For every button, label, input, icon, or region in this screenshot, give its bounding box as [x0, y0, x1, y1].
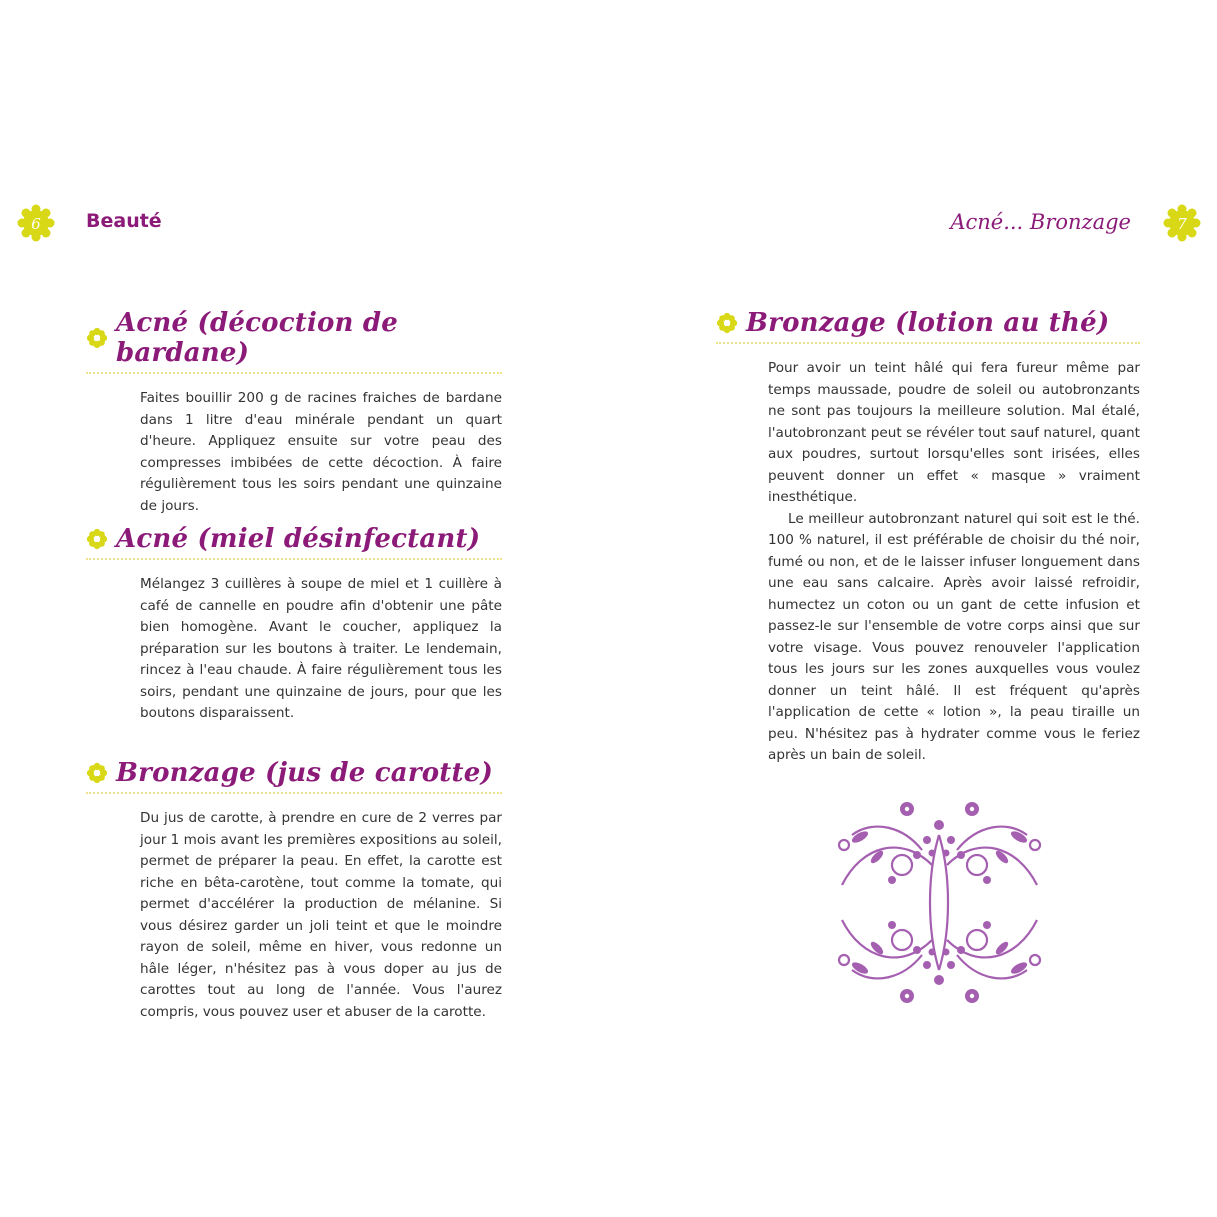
section-title-row — [86, 308, 502, 374]
flower-bullet-icon — [86, 762, 108, 784]
svg-text:6: 6 — [31, 215, 41, 233]
floral-ornament-icon — [832, 795, 1047, 1010]
right-page — [608, 0, 1217, 1217]
page-number-badge-right — [1162, 203, 1202, 243]
paragraph: Le meilleur autobronzant naturel qui soit est le thé. 100 % naturel, il est préférable de choisir du thé noir, fumé ou non, et de le laisser infuser longuement dans une eau sans calcaire. Après avoir laissé refroidir, humectez un coton ou un gant de cette infusion et passez-le sur l'ensemble de votre corps ainsi que sur votre visage. Vous pouvez renouveler l'application tous les jours sur les zones auxquelles vous voulez donner un teint hâlé. Il est fréquent qu'après l'application de cette « lotion », la peau tiraille un peu. N'hésitez pas à hydrater comme vous le feriez après un bain de soleil. — [768, 510, 1140, 763]
section-acne-bardane — [86, 308, 502, 517]
paragraph: Pour avoir un teint hâlé qui fera fureur même par temps maussade, poudre de soleil ou autobronzants ne sont pas toujours la meilleure solution. Mal étalé, l'autobronzant peut se révéler tout sauf naturel, quant aux poudres, surtout lorsqu'elles sont irisées, elles peuvent donner un effet « masque » vraiment inesthétique. — [768, 360, 1140, 505]
section-title: Acné (miel désinfectant) — [116, 524, 481, 554]
section-title-row — [86, 524, 502, 560]
section-title: Bronzage (lotion au thé) — [746, 308, 1110, 338]
section-bronzage-the — [716, 308, 1140, 767]
left-page — [0, 0, 608, 1217]
paragraph: Du jus de carotte, à prendre en cure de 2 verres par jour 1 mois avant les premières expositions au soleil, permet de préparer la peau. En effet, la carotte est riche en bêta-carotène, tout comme la tomate, qui permet d'accélérer la production de mélanine. Si vous désirez garder un joli teint et que le moindre rayon de soleil, même en hiver, vous redonne un hâle léger, n'hésitez pas à vous doper au jus de carottes tout au long de l'année. Vous l'aurez compris, vous pouvez user et abuser de la carotte. — [140, 810, 502, 1020]
flower-bullet-icon — [716, 312, 738, 334]
section-title-row — [716, 308, 1140, 344]
section-title: Acné (décoction de bardane) — [116, 308, 399, 368]
section-body — [140, 388, 502, 517]
flower-bullet-icon — [86, 327, 108, 349]
paragraph: Mélangez 3 cuillères à soupe de miel et 1 cuillère à café de cannelle en poudre afin d'obtenir une pâte bien homogène. Avant le coucher, appliquez la préparation sur les boutons à traiter. Le lendemain, rincez à l'eau chaude. À faire régulièrement tous les soirs, pendant une quinzaine de jours, pour que les boutons disparaissent. — [140, 576, 502, 721]
gear-badge-icon — [1162, 203, 1202, 243]
gear-badge-icon — [16, 203, 56, 243]
section-body — [140, 808, 502, 1023]
section-bronzage-carotte — [86, 758, 502, 1023]
section-title-row — [86, 758, 502, 794]
flower-bullet-icon — [86, 528, 108, 550]
section-acne-miel — [86, 524, 502, 725]
section-body — [140, 574, 502, 725]
section-body — [768, 358, 1140, 767]
running-head-left: Beauté — [86, 210, 162, 232]
page-number-badge-left — [16, 203, 56, 243]
running-head-right: Acné... Bronzage — [950, 210, 1131, 234]
svg-text:7: 7 — [1177, 215, 1187, 233]
section-title: Bronzage (jus de carotte) — [116, 758, 493, 788]
paragraph: Faites bouillir 200 g de racines fraiches de bardane dans 1 litre d'eau minérale pendant un quart d'heure. Appliquez ensuite sur votre peau des compresses imbibées de cette décoction. À faire régulièrement tous les soirs pendant une quinzaine de jours. — [140, 390, 502, 514]
